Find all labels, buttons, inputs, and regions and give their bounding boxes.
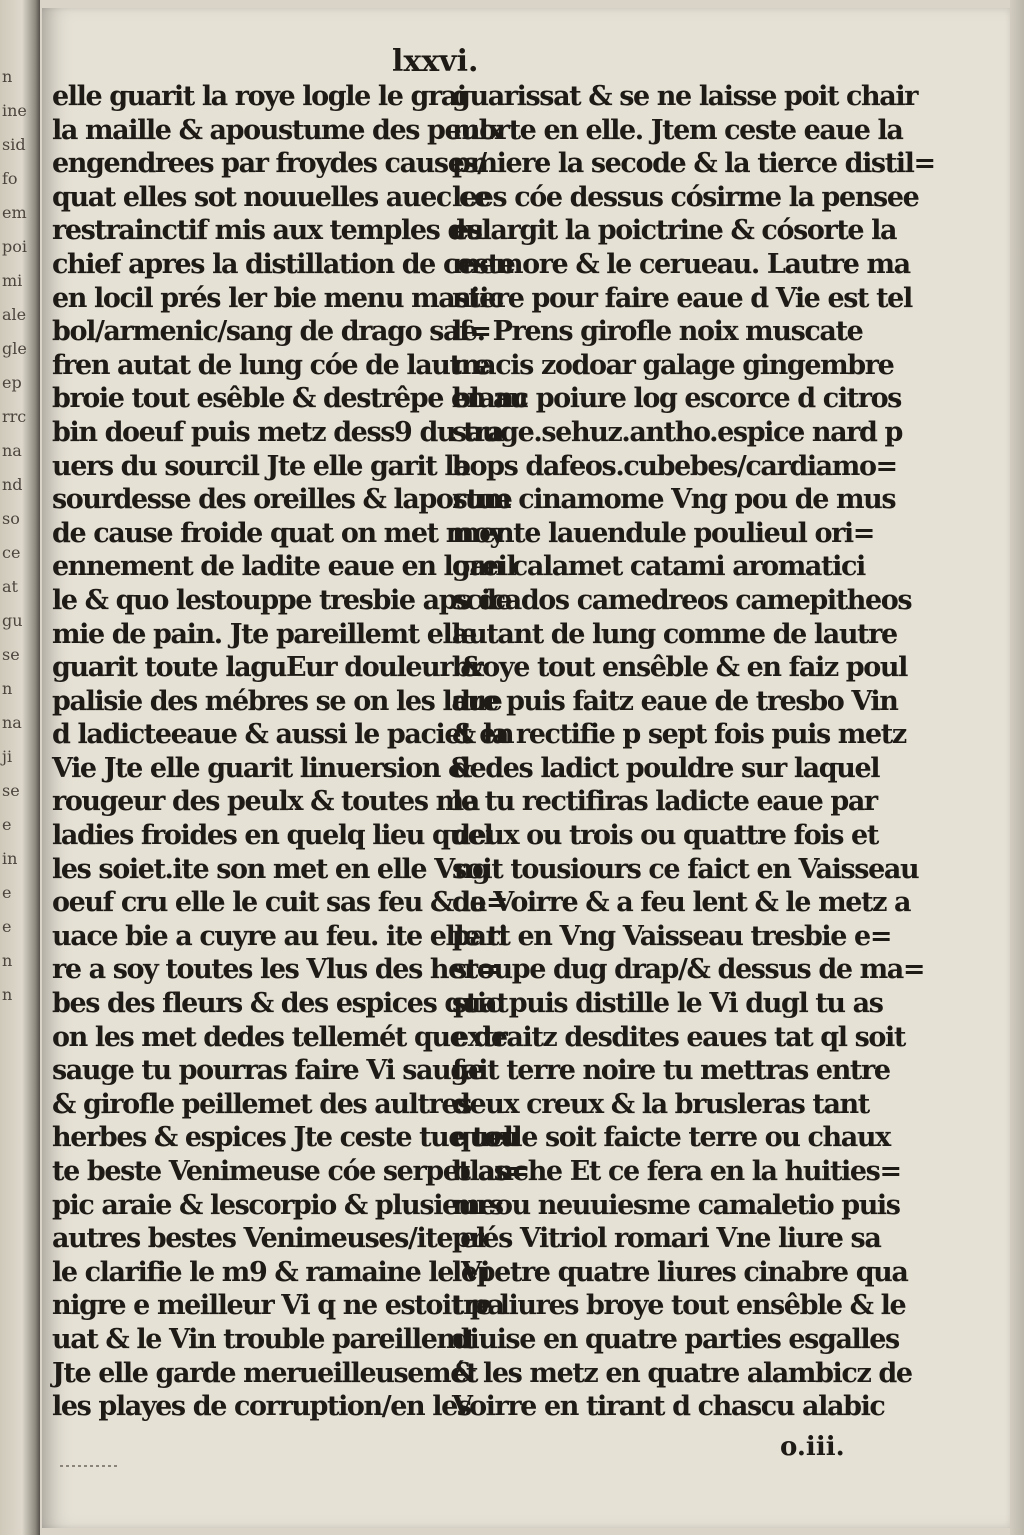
- facing-page-glyph: gle: [2, 339, 27, 358]
- text-line: macis zodoar galage gingembre: [452, 349, 894, 381]
- facing-page-glyph: se: [2, 645, 20, 664]
- text-line: le & quo lestouppe tresbie aps de: [52, 584, 512, 616]
- text-line: deux ou trois ou quattre fois et: [452, 820, 878, 852]
- text-line: ladies froides en quelq lieu quel: [52, 820, 493, 852]
- text-line: gan calamet catami aromatici: [452, 551, 865, 583]
- text-line: les playes de corruption/en les: [52, 1391, 471, 1423]
- text-line: bol/armenic/sang de drago saf=: [52, 316, 491, 348]
- text-line: morte en elle. Jtem ceste eaue la: [452, 114, 903, 146]
- text-line: elle guarit la roye logle le grai: [52, 81, 466, 112]
- facing-page-glyph: n: [2, 679, 13, 698]
- text-line: en locil prés ler bie menu mastic: [52, 282, 504, 314]
- text-line: sourdesse des oreilles & lapostue: [52, 484, 512, 516]
- ink-smudge: [60, 1465, 120, 1467]
- text-line: fait terre noire tu mettras entre: [452, 1055, 890, 1087]
- text-line: pic araie & lescorpio & plusieurs: [52, 1189, 503, 1221]
- text-line: guarit toute laguEur douleur &: [52, 652, 484, 684]
- text-line: rum cinamome Vng pou de mus: [452, 484, 896, 516]
- facing-page-glyph: e: [2, 917, 12, 936]
- facing-page-glyph: sid: [2, 135, 26, 154]
- text-line: meou neuuiesme camaletio puis: [452, 1189, 900, 1221]
- text-line: Vie Jte elle guarit linuersion &: [52, 752, 472, 784]
- facing-page-text-fragments: [2, 60, 32, 1012]
- text-line: memore & le cerueau. Lautre ma: [452, 248, 910, 280]
- facing-page-edge: [0, 0, 40, 1535]
- folio-number: lxxvi.: [392, 44, 479, 79]
- text-line: oeuf cru elle le cuit sas feu & la=: [52, 887, 508, 919]
- facing-page-glyph: mi: [2, 271, 23, 290]
- text-line: scicados camedreos camepitheos: [452, 584, 912, 616]
- facing-page-glyph: rrc: [2, 407, 27, 426]
- facing-page-glyph: in: [2, 849, 18, 868]
- facing-page-glyph: n: [2, 67, 13, 86]
- text-line: le tu rectifiras ladicte eaue par: [452, 786, 877, 818]
- text-line: quat elles sot nouuelles auec ce: [52, 181, 490, 213]
- text-line: chief apres la distillation de ceste: [52, 248, 515, 280]
- text-line: dedes ladict pouldre sur laquel: [452, 752, 880, 784]
- text-line: & les metz en quatre alambicz de: [452, 1357, 912, 1389]
- text-line: la maille & apoustume des peulx: [52, 114, 503, 146]
- text-line: guarissat & se ne laisse poit chair: [452, 81, 918, 112]
- text-line: restrainctif mis aux temples du: [52, 215, 484, 247]
- text-line: quelle soit faicte terre ou chaux: [452, 1122, 890, 1154]
- text-line: mente lauendule poulieul ori=: [452, 517, 874, 549]
- text-line: Voirre en tirant d chascu alabic: [452, 1391, 885, 1423]
- facing-page-glyph: e: [2, 883, 12, 902]
- facing-page-glyph: fo: [2, 169, 18, 188]
- text-line: uers du sourcil Jte elle garit la: [52, 450, 470, 482]
- text-line: part en Vng Vaisseau tresbie e=: [452, 920, 892, 952]
- text-line: ennement de ladite eaue en loreil: [52, 551, 516, 583]
- text-line: de cause froide quat on met moy: [52, 517, 504, 549]
- text-line: diuise en quatre parties esgalles: [452, 1323, 899, 1355]
- text-line: lees cóe dessus cósirme la pensee: [452, 181, 919, 213]
- text-line: uat & le Vin trouble pareillemt: [52, 1323, 475, 1355]
- text-line: soit tousiours ce faict en Vaisseau: [452, 853, 919, 885]
- text-line: herbes & espices Jte ceste tue tou: [52, 1122, 519, 1154]
- text-column-left: [52, 80, 529, 1424]
- text-line: autant de lung comme de lautre: [452, 618, 897, 650]
- text-line: eslargit la poictrine & cósorte la: [452, 215, 897, 247]
- text-line: engendrees par froydes causes/: [52, 148, 486, 180]
- text-line: stic puis distille le Vi dugl tu as: [452, 988, 883, 1020]
- text-line: extraitz desdites eaues tat ql soit: [452, 1021, 905, 1053]
- text-line: lepetre quatre liures cinabre qua: [452, 1256, 908, 1288]
- text-line: bes des fleurs & des espices quat: [52, 988, 508, 1020]
- text-line: nigre e meilleur Vi q ne estoit pa: [52, 1290, 504, 1322]
- facing-page-glyph: e: [2, 815, 12, 834]
- facing-page-glyph: poi: [2, 237, 27, 256]
- text-line: te beste Venimeuse cóe serpet as=: [52, 1156, 529, 1187]
- text-line: stoupe dug drap/& dessus de ma=: [452, 954, 925, 986]
- text-line: fren autat de lung cóe de lautre: [52, 349, 490, 381]
- text-line: rougeur des peulx & toutes ma: [52, 786, 479, 818]
- text-line: broye tout ensêble & en faiz poul: [452, 652, 907, 684]
- facing-page-glyph: gu: [2, 611, 23, 630]
- facing-page-glyph: se: [2, 781, 20, 800]
- text-line: & la rectifie p sept fois puis metz: [452, 719, 906, 751]
- facing-page-glyph: so: [2, 509, 20, 528]
- facing-page-glyph: ep: [2, 373, 22, 392]
- text-line: blanc poiure log escorce d citros: [452, 383, 901, 415]
- text-line: deux creux & la brusleras tant: [452, 1088, 869, 1120]
- text-line: re a soy toutes les Vlus des her=: [52, 954, 498, 986]
- text-line: Jte elle garde merueilleusemét: [52, 1357, 478, 1389]
- facing-page-glyph: at: [2, 577, 18, 596]
- facing-page-glyph: ce: [2, 543, 21, 562]
- text-line: on les met dedes tellemét que de: [52, 1021, 507, 1053]
- signature-mark: o.iii.: [780, 1432, 845, 1462]
- text-line: prés Vitriol romari Vne liure sa: [452, 1223, 881, 1255]
- text-line: palisie des mébres se on les laue: [52, 685, 502, 717]
- text-line: blanche Et ce fera en la huities=: [452, 1156, 901, 1187]
- text-line: tre liures broye tout ensêble & le: [452, 1290, 906, 1322]
- text-line: autres bestes Venimeuses/ite el: [52, 1223, 485, 1255]
- text-line: dre puis faitz eaue de tresbo Vin: [452, 685, 898, 717]
- facing-page-glyph: na: [2, 713, 22, 732]
- text-line: sauge.sehuz.antho.espice nard p: [452, 416, 902, 448]
- text-line: niere pour faire eaue d Vie est tel: [452, 282, 912, 314]
- text-line: de Voirre & a feu lent & le metz a: [452, 887, 911, 919]
- text-line: les soiet.ite son met en elle Vng: [52, 853, 490, 885]
- facing-page-glyph: em: [2, 203, 27, 222]
- facing-page-glyph: nd: [2, 475, 23, 494]
- facing-page-glyph: n: [2, 951, 13, 970]
- facing-page-glyph: n: [2, 985, 13, 1004]
- text-line: bin doeuf puis metz dess9 du tra: [52, 416, 504, 448]
- text-line: bops dafeos.cubebes/cardiamo=: [452, 450, 897, 482]
- facing-page-glyph: ine: [2, 101, 27, 120]
- text-line: le. Prens girofle noix muscate: [452, 316, 863, 348]
- facing-page-glyph: ale: [2, 305, 27, 324]
- text-line: le clarifie le m9 & ramaine le Vi: [52, 1256, 489, 1288]
- facing-page-glyph: na: [2, 441, 22, 460]
- text-line: sauge tu pourras faire Vi sauge: [52, 1055, 484, 1087]
- text-line: pmiere la secode & la tierce distil=: [452, 148, 935, 180]
- text-line: broie tout esêble & destrêpe en au: [52, 383, 528, 415]
- text-line: mie de pain. Jte pareillemt elle: [52, 618, 476, 650]
- page-right-edge: [1010, 0, 1024, 1535]
- text-column-right: [452, 80, 935, 1424]
- text-line: & girofle peillemet des aultres: [52, 1088, 471, 1120]
- facing-page-glyph: ji: [2, 747, 13, 766]
- text-line: uace bie a cuyre au feu. ite elle ti: [52, 920, 507, 952]
- text-line: d ladicteeaue & aussi le paciet en: [52, 719, 514, 751]
